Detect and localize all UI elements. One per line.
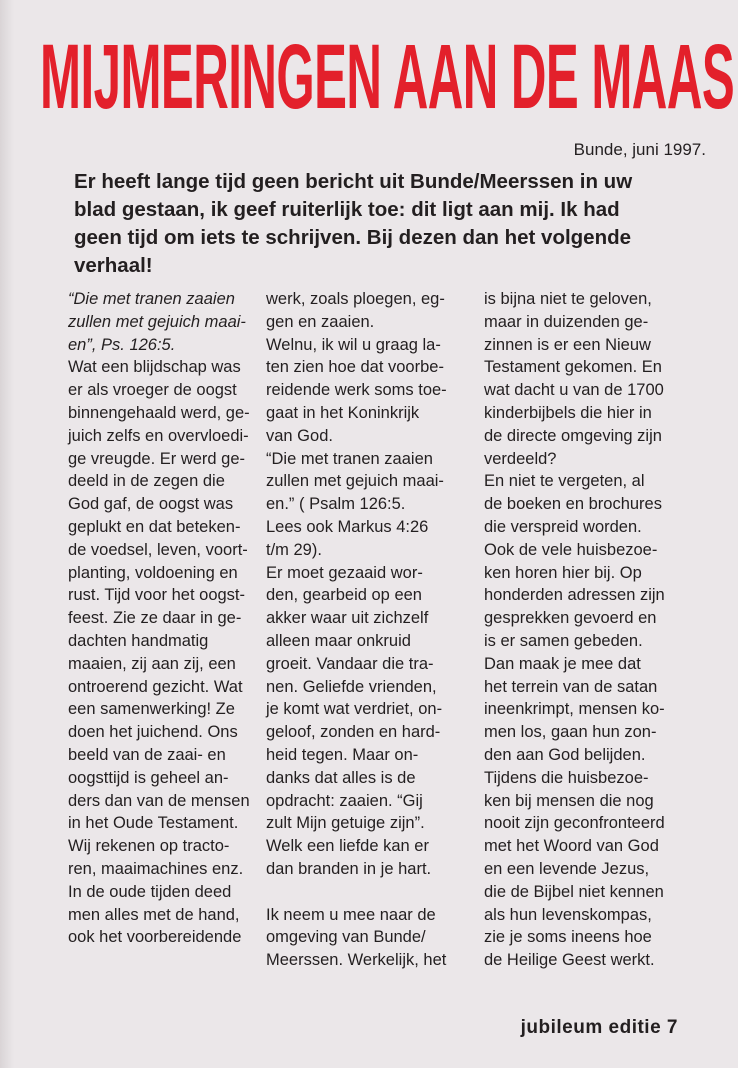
text-line: Ook de vele huisbezoe- — [484, 540, 658, 559]
text-line: feest. Zie ze daar in ge- — [68, 609, 242, 628]
text-line: geplukt en dat beteken- — [68, 517, 241, 536]
text-line: met het Woord van God — [484, 837, 659, 856]
text-line: groeit. Vandaar die tra- — [266, 654, 434, 673]
text-line: den, gearbeid op een — [266, 586, 422, 605]
text-line: gen en zaaien. — [266, 312, 375, 331]
text-line: ken bij mensen die nog — [484, 791, 654, 810]
page-footer: jubileum editie 7 — [520, 1017, 678, 1038]
text-line: In de oude tijden deed — [68, 882, 232, 901]
column-2 — [266, 288, 447, 972]
text-line: verdeeld? — [484, 449, 557, 468]
text-line: je komt wat verdriet, on- — [266, 700, 443, 719]
text-line: als hun levenskompas, — [484, 905, 652, 924]
text-line: ineenkrimpt, mensen ko- — [484, 700, 665, 719]
intro-line: geen tijd om iets te schrijven. Bij dezen dan het volgende — [74, 226, 632, 249]
text-line: Ik neem u mee naar de — [266, 905, 436, 924]
text-line: God gaf, de oogst was — [68, 495, 234, 514]
intro-paragraph — [74, 168, 714, 280]
text-line: zullen met gejuich maai- — [266, 472, 444, 491]
text-line: Welnu, ik wil u graag la- — [266, 335, 441, 354]
text-line: opdracht: zaaien. “Gij — [266, 791, 423, 810]
intro-line: Er heeft lange tijd geen bericht uit Bunde/Meerssen in uw — [74, 170, 633, 193]
text-line: gesprekken gevoerd en — [484, 609, 657, 628]
text-line: Wat een blijdschap was — [68, 358, 241, 377]
text-line: heid tegen. Maar on- — [266, 745, 419, 764]
text-line: de voedsel, leven, voort- — [68, 540, 248, 559]
text-line: gaat in het Koninkrijk — [266, 403, 420, 422]
text-line: ten zien hoe dat voorbe- — [266, 358, 444, 377]
text-line: deeld in de zegen die — [68, 472, 225, 491]
text-line: zult Mijn getuige zijn”. — [266, 814, 425, 833]
page-edge-shadow — [0, 0, 14, 1068]
text-line: beeld van de zaai- en — [68, 745, 226, 764]
text-line: En niet te vergeten, al — [484, 472, 645, 491]
text-line: rust. Tijd voor het oogst- — [68, 586, 245, 605]
text-line: wat dacht u van de 1700 — [484, 381, 664, 400]
text-line: zie je soms ineens hoe — [484, 928, 652, 947]
quote-line: “Die met tranen zaaien — [68, 290, 235, 308]
text-line: Er moet gezaaid wor- — [266, 563, 423, 582]
text-line: nooit zijn geconfronteerd — [484, 814, 665, 833]
text-line: nen. Geliefde vrienden, — [266, 677, 437, 696]
text-line: ook het voorbereidende — [68, 928, 242, 947]
text-line: een samenwerking! Ze — [68, 700, 235, 719]
text-line: dan branden in je hart. — [266, 859, 432, 878]
text-line: maaien, zij aan zij, een — [68, 654, 236, 673]
text-line: omgeving van Bunde/ — [266, 928, 426, 947]
text-line: Lees ook Markus 4:26 — [266, 517, 429, 536]
text-line: die verspreid worden. — [484, 517, 642, 536]
text-line: de boeken en brochures — [484, 495, 662, 514]
text-line: oogsttijd is geheel an- — [68, 768, 229, 787]
text-line: Wij rekenen op tracto- — [68, 837, 230, 856]
text-line: honderden adressen zijn — [484, 586, 665, 605]
text-line: men alles met de hand, — [68, 905, 240, 924]
text-line: de Heilige Geest werkt. — [484, 951, 655, 970]
text-line: doen het juichend. Ons — [68, 723, 238, 742]
text-line: “Die met tranen zaaien — [266, 449, 433, 468]
text-line — [266, 881, 447, 904]
text-line: Dan maak je mee dat — [484, 654, 641, 673]
text-line: zinnen is er een Nieuw — [484, 335, 651, 354]
quote-line: en”, Ps. 126:5. — [68, 335, 176, 354]
text-line: het terrein van de satan — [484, 677, 658, 696]
dateline: Bunde, juni 1997. — [573, 140, 706, 159]
text-line: en een levende Jezus, — [484, 859, 650, 878]
text-line: ren, maaimachines enz. — [68, 859, 244, 878]
text-line: in het Oude Testament. — [68, 814, 239, 833]
column-1 — [68, 288, 250, 949]
text-line: ken horen hier bij. Op — [484, 563, 642, 582]
text-line: Meerssen. Werkelijk, het — [266, 951, 447, 970]
text-line: ge vreugde. Er werd ge- — [68, 449, 246, 468]
text-line: dachten handmatig — [68, 631, 209, 650]
intro-line: blad gestaan, ik geef ruiterlijk toe: dit ligt aan mij. Ik had — [74, 198, 620, 221]
text-line: Testament gekomen. En — [484, 358, 662, 377]
text-line: en.” ( Psalm 126:5. — [266, 495, 406, 514]
text-line: t/m 29). — [266, 540, 322, 559]
text-line: van God. — [266, 426, 333, 445]
text-line: kinderbijbels die hier in — [484, 403, 652, 422]
text-line: geloof, zonden en hard- — [266, 723, 441, 742]
text-line: planting, voldoening en — [68, 563, 238, 582]
text-line: is bijna niet te geloven, — [484, 290, 652, 308]
quote-line: zullen met gejuich maai- — [68, 312, 246, 331]
text-line: danks dat alles is de — [266, 768, 416, 787]
text-line: er als vroeger de oogst — [68, 381, 237, 400]
text-line: Tijdens die huisbezoe- — [484, 768, 649, 787]
text-line: akker waar uit zichzelf — [266, 609, 429, 628]
text-line: reidende werk soms toe- — [266, 381, 447, 400]
column-3 — [484, 288, 665, 972]
text-line: men los, gaan hun zon- — [484, 723, 657, 742]
text-line: alleen maar onkruid — [266, 631, 411, 650]
text-line: maar in duizenden ge- — [484, 312, 649, 331]
text-line: die de Bijbel niet kennen — [484, 882, 664, 901]
text-line: werk, zoals ploegen, eg- — [266, 290, 445, 308]
text-line: binnengehaald werd, ge- — [68, 403, 250, 422]
text-line: de directe omgeving zijn — [484, 426, 662, 445]
text-line: Welk een liefde kan er — [266, 837, 429, 856]
text-line: ontroerend gezicht. Wat — [68, 677, 243, 696]
intro-line: verhaal! — [74, 254, 153, 277]
text-line: juich zelfs en overvloedi- — [68, 426, 249, 445]
text-line: ders dan van de mensen — [68, 791, 250, 810]
text-line: is er samen gebeden. — [484, 631, 643, 650]
text-line: den aan God belijden. — [484, 745, 646, 764]
article-title: MIJMERINGEN AAN DE MAAS — [40, 26, 735, 128]
